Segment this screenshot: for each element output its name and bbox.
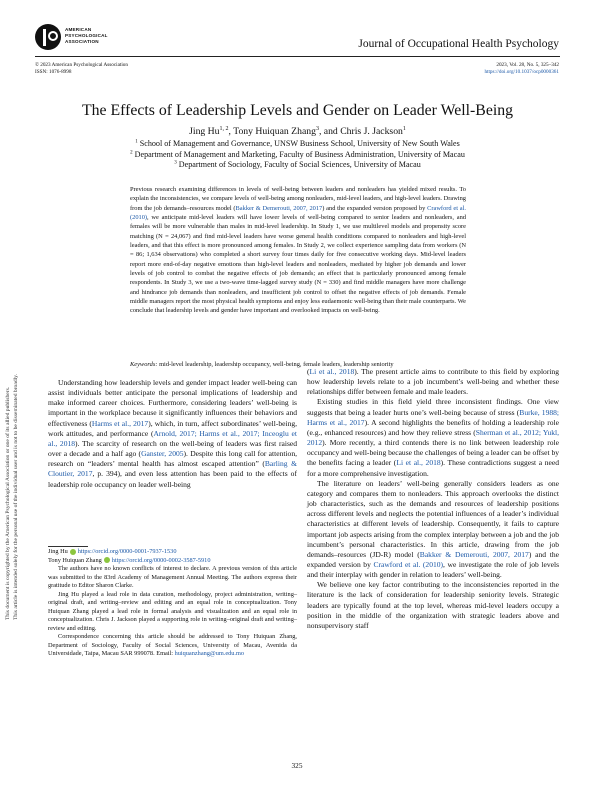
citation-link[interactable]: Burke, 1988; Harms et al., 2017 [307, 407, 559, 427]
author-note [48, 548, 297, 659]
affiliation: $^3$ Department of Sociology, Faculty of Social Sciences, University of Macau [174, 160, 421, 170]
affiliation: $^2$ Department of Management and Marketing, Faculty of Business Administration, University of Macau [130, 149, 465, 159]
apa-logo-text: AMERICAN PSYCHOLOGICAL ASSOCIATION [65, 27, 108, 45]
author-line [35, 126, 560, 137]
orcid-link[interactable]: https://orcid.org/0000-0001-7937-1530 [77, 548, 177, 555]
citation-link[interactable]: Harms et al., 2017 [91, 418, 149, 428]
affiliation: $^1$ School of Management and Governance, UNSW Business School, University of New South Wales [135, 139, 460, 148]
citation-link[interactable]: Sherman et al., 2012; Yukl, 2012 [307, 427, 559, 448]
page-number: 325 [291, 761, 303, 770]
abstract: Previous research examining differences in levels of well-being between leaders and nonleaders has yielded mixed results. To explain the inconsistencies, we compare levels of well-being among nonleaders, mid-level leaders, and high-level leaders. Drawing from the job demands–resources model (Bakker & Demerouti, 2007, 2017) and the expanded version proposed by Crawford et al. (2010), we anticipate mid-level leaders will have lower levels of well-being compared to senior leaders and nonleaders, and females will be more vulnerable than males in mid-level leadership. In Study 1, we use multilevel models and propensity score matching (N = 24,067) and find mid-level leaders have worse general health conditions compared to nonleaders and high-level leaders, and that this effect is more pronounced among females. In Study 2, we collect experience sampling data from workers (N = 86; 1,634 observations) who completed a short survey four times daily for five consecutive working days. Mid-level leaders report more end-of-day negative emotions than high-level leaders and nonleaders, mediated by higher job demands and lower levels of job control to combat the negative effects of job demands; an effect that is particularly pronounced among female respondents. In Study 3, we use a two-wave time-lagged survey study (N = 330) and find middle managers have more challenge and hindrance job demands than nonleaders, and insufficient job control to offset the negative effects of job demands. Female middle managers report the most physical health symptoms and enjoy less eudaemonic well-being than their male counterparts. We conclude that leadership levels and gender have important and overlooked impacts on well-being. [130, 186, 466, 315]
author-affil-sup: 1 [402, 125, 406, 132]
footnote-paragraph: Correspondence concerning this article should be addressed to Tony Huiquan Zhang, Department of Sociology, Faculty of Social Sciences, University of Macau, Avenida da Universidade, Taipa, Macau SAR 999078. Email: huiquanzhang@um.edu.mo [48, 633, 297, 657]
copyright-sidebar [4, 300, 24, 620]
citation-link[interactable]: Arnold, 2017; Harms et al., 2017; Inceoglu et al., 2018 [48, 428, 297, 448]
citation-link[interactable]: Li et al., 2018 [309, 367, 355, 376]
article-title: The Effects of Leadership Levels and Gender on Leader Well-Being [81, 102, 514, 119]
copyright: © 2023 American Psychological Association [35, 62, 128, 68]
orcid-icon [70, 549, 76, 555]
orcid-icon [104, 557, 110, 563]
citation-link[interactable]: Li et al., 2018 [396, 458, 441, 468]
citation: 2023, Vol. 28, No. 5, 325–342 [496, 62, 559, 68]
citation-link[interactable]: Bakker & Demerouti, 2007, 2017 [419, 549, 529, 559]
author-affil-sup: 3 [315, 125, 319, 132]
keywords-label: Keywords: [130, 361, 158, 368]
issn: ISSN: 1076-8998 [35, 69, 72, 75]
affiliations [35, 139, 560, 171]
apa-logo [35, 24, 125, 52]
author-affil-sup: 1, 2 [219, 125, 229, 132]
apa-logo-mark-icon [35, 24, 61, 50]
paragraph: (Li et al., 2018). The present article aims to contribute to this field by exploring how leadership levels relate to a job incumbent’s well-being and whether these relationships differ between female and male leaders. [307, 367, 559, 397]
citation-link[interactable]: Barling & Cloutier, 2017 [48, 459, 297, 479]
doi-link[interactable]: https://doi.org/10.1037/ocp0000361 [484, 69, 559, 75]
paragraph: We believe one key factor contributing to the inconsistencies reported in the literature is the lack of consideration for leadership seniority levels. Strategic leaders are typically found at the top level, whereas mid-level leaders occupy a position in the middle of the organization with strategic leaders above and nonsupervisory staff [307, 580, 559, 630]
citation-link[interactable]: Crawford et al. (2010) [130, 204, 466, 222]
paragraph: Existing studies in this field yield three inconsistent findings. One view suggests that being a leader hurts one’s well-being because of stress (Burke, 1988; Harms et al., 2017). A second highlights the benefits of holding a leadership role (e.g., enhanced resources) and how they relieve stress (Sherman et al., 2012; Yukl, 2012). More recently, a third contends there is no link between leadership role occupancy and well-being because the challenges of being a leader can be offset by the benefits facing a leader (Li et al., 2018). These contradictions suggest a need for a more comprehensive investigation. [307, 397, 559, 478]
header-rule [35, 56, 560, 57]
paragraph: Understanding how leadership levels and gender impact leader well-being can assist individuals better anticipate the personal implications of leadership and make informed career choices. Furthermore, considering leaders’ well-being is important in the workplace because it significantly influences their behaviors and effectiveness (Harms et al., 2017), which, in turn, affect subordinates’ well-being, work attitudes, and performance (Arnold, 2017; Harms et al., 2017; Inceoglu et al., 2018). The scarcity of research on the well-being of leaders was first raised over a decade and a half ago (Ganster, 2005). Despite this long call for attention, research on “leaders’ mental health has almost escaped attention” (Barling & Cloutier, 2017, p. 394), and even less attention has been paid to the effects of leadership role occupancy on leader well-being [48, 378, 298, 489]
orcid-link[interactable]: https://orcid.org/0000-0002-3587-5910 [111, 556, 211, 564]
author-name: , Tony Huiquan Zhang [228, 126, 316, 137]
citation-block [484, 62, 559, 76]
footnote-paragraph: Jing Hu played a lead role in data curation, methodology, project administration, writing–original draft, and writing–review and editing and an equal role in conceptualization. Tony Huiquan Zhang played a lead role in formal analysis and visualization and an equal role in conceptualization. Chris J. Jackson played a supporting role in writing–original draft and writing–review and editing. [48, 590, 297, 632]
footnote-rule [48, 546, 88, 547]
email-link[interactable]: huiquanzhang@um.edu.mo [174, 650, 245, 657]
citation-link[interactable]: Ganster, 2005 [141, 449, 184, 459]
body-column-left [48, 378, 297, 490]
author-name: , and Chris J. Jackson [318, 126, 403, 137]
citation-link[interactable]: Crawford et al. (2010) [373, 559, 444, 569]
author-name: Jing Hu [189, 126, 220, 137]
copyright-block [35, 62, 128, 76]
orcid-line: Jing Hu https://orcid.org/0000-0001-7937-1530 [48, 548, 177, 555]
paragraph: The literature on leaders’ well-being generally considers leaders as one category and compares them to nonleaders. This approach overlooks the distinct job characteristics, such as the demands and resources of leadership positions across different levels and neglects the potential influences of a leader’s individual characteristics at different levels of leadership. Consequently, it fails to capture important job aspects arising from the complex interplay between a job and the job incumbent’s personal characteristics. In this article, drawing from the job demands–resources (JD-R) model (Bakker & Demerouti, 2007, 2017) and the expanded version by Crawford et al. (2010), we investigate the role of job levels and their interplay with gender in relation to leaders’ well-being. [307, 478, 560, 580]
body-column-right [307, 367, 559, 631]
footnote-paragraph: The authors have no known conflicts of interest to declare. A previous version of this article was submitted to the 83rd Academy of Management Annual Meeting. The authors express their gratitude to Editor Sharon Clarke. [48, 565, 297, 589]
citation-link[interactable]: Bakker & Demerouti, 2007, 2017 [235, 204, 323, 212]
journal-name: Journal of Occupational Health Psychology [358, 38, 559, 50]
orcid-line: Tony Huiquan Zhang https://orcid.org/0000-0002-3587-5910 [48, 556, 211, 564]
copyright-notice: This document is copyrighted by the American Psychological Association or one of its allied publishers. This article is intended solely for the personal use of the individual user and is not to be disseminated broadly. [5, 373, 19, 620]
keywords: Keywords: mid-level leadership, leadership occupancy, well-being, female leaders, leadership seniority [130, 361, 394, 368]
